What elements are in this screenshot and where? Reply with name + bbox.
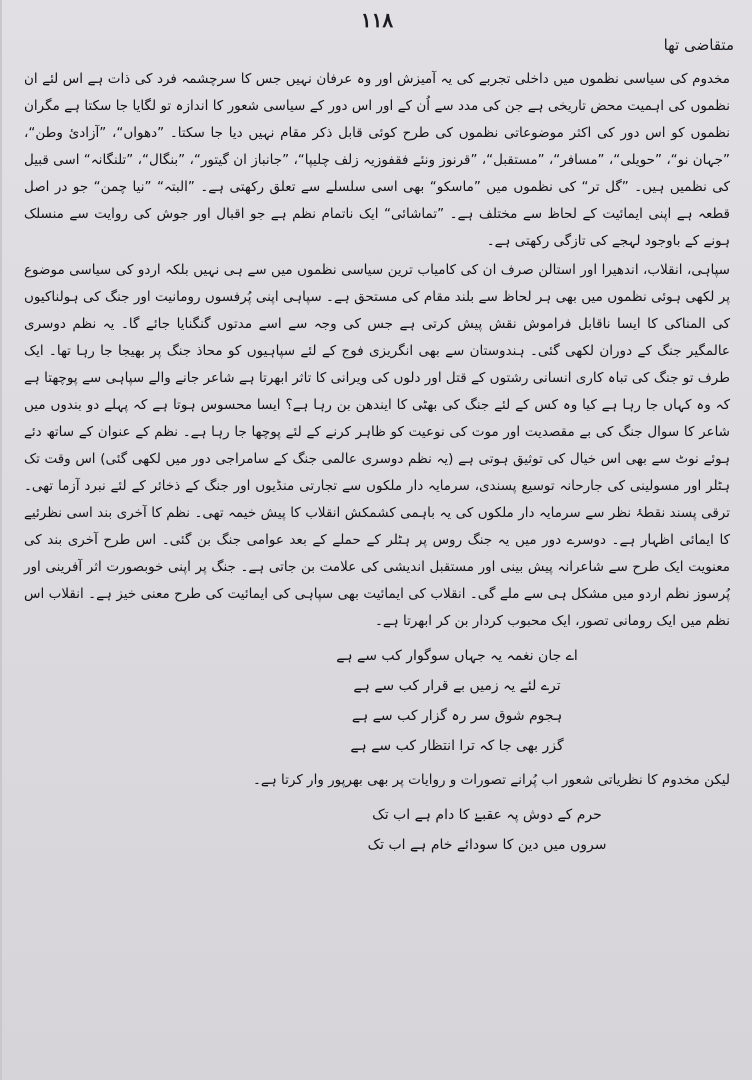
body-text bbox=[24, 66, 730, 866]
paragraph: سپاہی، انقلاب، اندھیرا اور استالن صرف ان کی کامیاب ترین سیاسی نظموں میں سے ہی نہیں بلکہ اردو کی سیاسی موضوع پر لکھی ہوئی نظموں میں بھی ہر لحاظ سے بلند مقام کی مستحق ہے۔ سپاہی اپنی پُرفسوں رومانیت اور جنگ کی ہولناکیوں کی المناکی کا ایسا ناقابل فراموش نقش پیش کرتی ہے جس کی وجہ سے اسے مدتوں گنگنایا جائے گا۔ یہ نظم دوسری عالمگیر جنگ کے دوران لکھی گئی۔ ہندوستان سے بھی انگریزی فوج کے لئے سپاہیوں کو محاذ جنگ پر بھیجا جا رہا تھا۔ ایک طرف تو جنگ کی تباہ کاری انسانی رشتوں کے قتل اور دلوں کی ویرانی کا تاثر ابھرتا ہے شاعر جانے والے سپاہی سے پوچھتا ہے کہ وہ کہاں جا رہا ہے کیا وہ کس کے لئے جنگ کی بھٹی کا ایندھن بن رہا ہے؟ ایسا محسوس ہوتا ہے کہ پہلے دو بندوں میں شاعر کا سوال جنگ کی بے مقصدیت اور موت کی نوعیت کو ظاہر کرنے کے لئے پوچھا جا رہا ہے۔ نظم کے عنوان کے ساتھ دئے ہوئے نوٹ سے بھی اس خیال کی توثیق ہوتی ہے (یہ نظم دوسری عالمی جنگ کے سامراجی دور میں لکھی گئی) اس وقت تک ہٹلر اور مسولینی کی جارحانہ توسیع پسندی، سرمایہ دار ملکوں سے تجارتی منڈیوں اور جنگ کے ذخائر کے لئے نبرد آزما تھی۔ ترقی پسند نقطۂ نظر سے سرمایہ دار ملکوں کی یہ باہمی کشمکش انقلاب کا پیش خیمہ تھی۔ نظم کا آخری بند اسی نظرئیے کا ایمائی اظہار ہے۔ دوسرے دور میں یہ جنگ روس پر ہٹلر کے حملے کے بعد عوامی جنگ بن گئی۔ اس طرح آخری بند کی معنویت ایک طرح سے شاعرانہ پیش بینی اور مستقبل اندیشی کی علامت بن جاتی ہے۔ جنگ پر اپنی خوبصورت اثر آفرینی اور پُرسوز نظم اردو میں مشکل ہی سے ملے گی۔ انقلاب کی ایمائیت بھی سپاہی کی ایمائیت کی طرح معنی خیز ہے۔ انقلاب اس نظم میں ایک رومانی تصور، ایک محبوب کردار بن کر ابھرتا ہے۔ bbox=[24, 262, 730, 629]
poem-stanza bbox=[24, 800, 730, 860]
poem-verse: گزر بھی جا کہ ترا انتظار کب سے ہے bbox=[350, 738, 564, 754]
poem-stanza bbox=[24, 641, 730, 761]
poem-verse: حرم کے دوش پہ عقبےٰ کا دام ہے اب تک bbox=[372, 807, 602, 823]
continuation-text: متقاضی تھا bbox=[663, 36, 734, 54]
page-number: ۱۱۸ bbox=[360, 8, 394, 32]
paragraph: لیکن مخدوم کا نظریاتی شعور اب پُرانے تصورات و روایات پر بھی بھرپور وار کرتا ہے۔ bbox=[253, 772, 730, 788]
poem-verse: ہجوم شوق سر رہ گزار کب سے ہے bbox=[351, 708, 563, 724]
poem-verse: سروں میں دین کا سودائے خام ہے اب تک bbox=[367, 837, 607, 853]
paragraph: مخدوم کی سیاسی نظموں میں داخلی تجربے کی یہ آمیزش اور وہ عرفان نہیں جس کا سرچشمہ فرد کی ذات ہے اس لئے ان نظموں کی اہمیت محض تاریخی ہے جن کی مدد سے اُن کے اور اس دور کے سیاسی شعور کا اندازہ تو لگایا جا سکتا ہے مگران نظموں کو اس دور کی اکثر موضوعاتی نظموں کی طرح کوئی قابل ذکر مقام نہیں دیا جا سکتا۔ ”دھواں“، ”آزادیٔ وطن“، ”جہان نو“، ”حویلی“، ”مسافر“، ”مستقبل“، ”قرنوز ونئے فقفوزیہ زلف چلیپا“، ”جانباز ان گیتور“، ”بنگال“، ”تلنگانہ“ اسی قبیل کی نظمیں ہیں۔ ”گل تر“ کی نظموں میں ”ماسکو“ بھی اسی سلسلے سے تعلق رکھتی ہے۔ ”البتہ“ ”نیا چمن“ جو در اصل قطعہ ہے اپنی ایمائیت کے لحاظ سے مختلف ہے۔ ”تماشائی“ ایک ناتمام نظم ہے جو اقبال اور جوش کی روایت سے منسلک ہونے کے باوجود لہجے کی تازگی رکھتی ہے۔ bbox=[24, 71, 730, 249]
poem-verse: اے جان نغمہ یہ جہاں سوگوار کب سے ہے bbox=[336, 648, 578, 664]
poem-verse: ترے لئے یہ زمیں بے قرار کب سے ہے bbox=[353, 678, 561, 694]
